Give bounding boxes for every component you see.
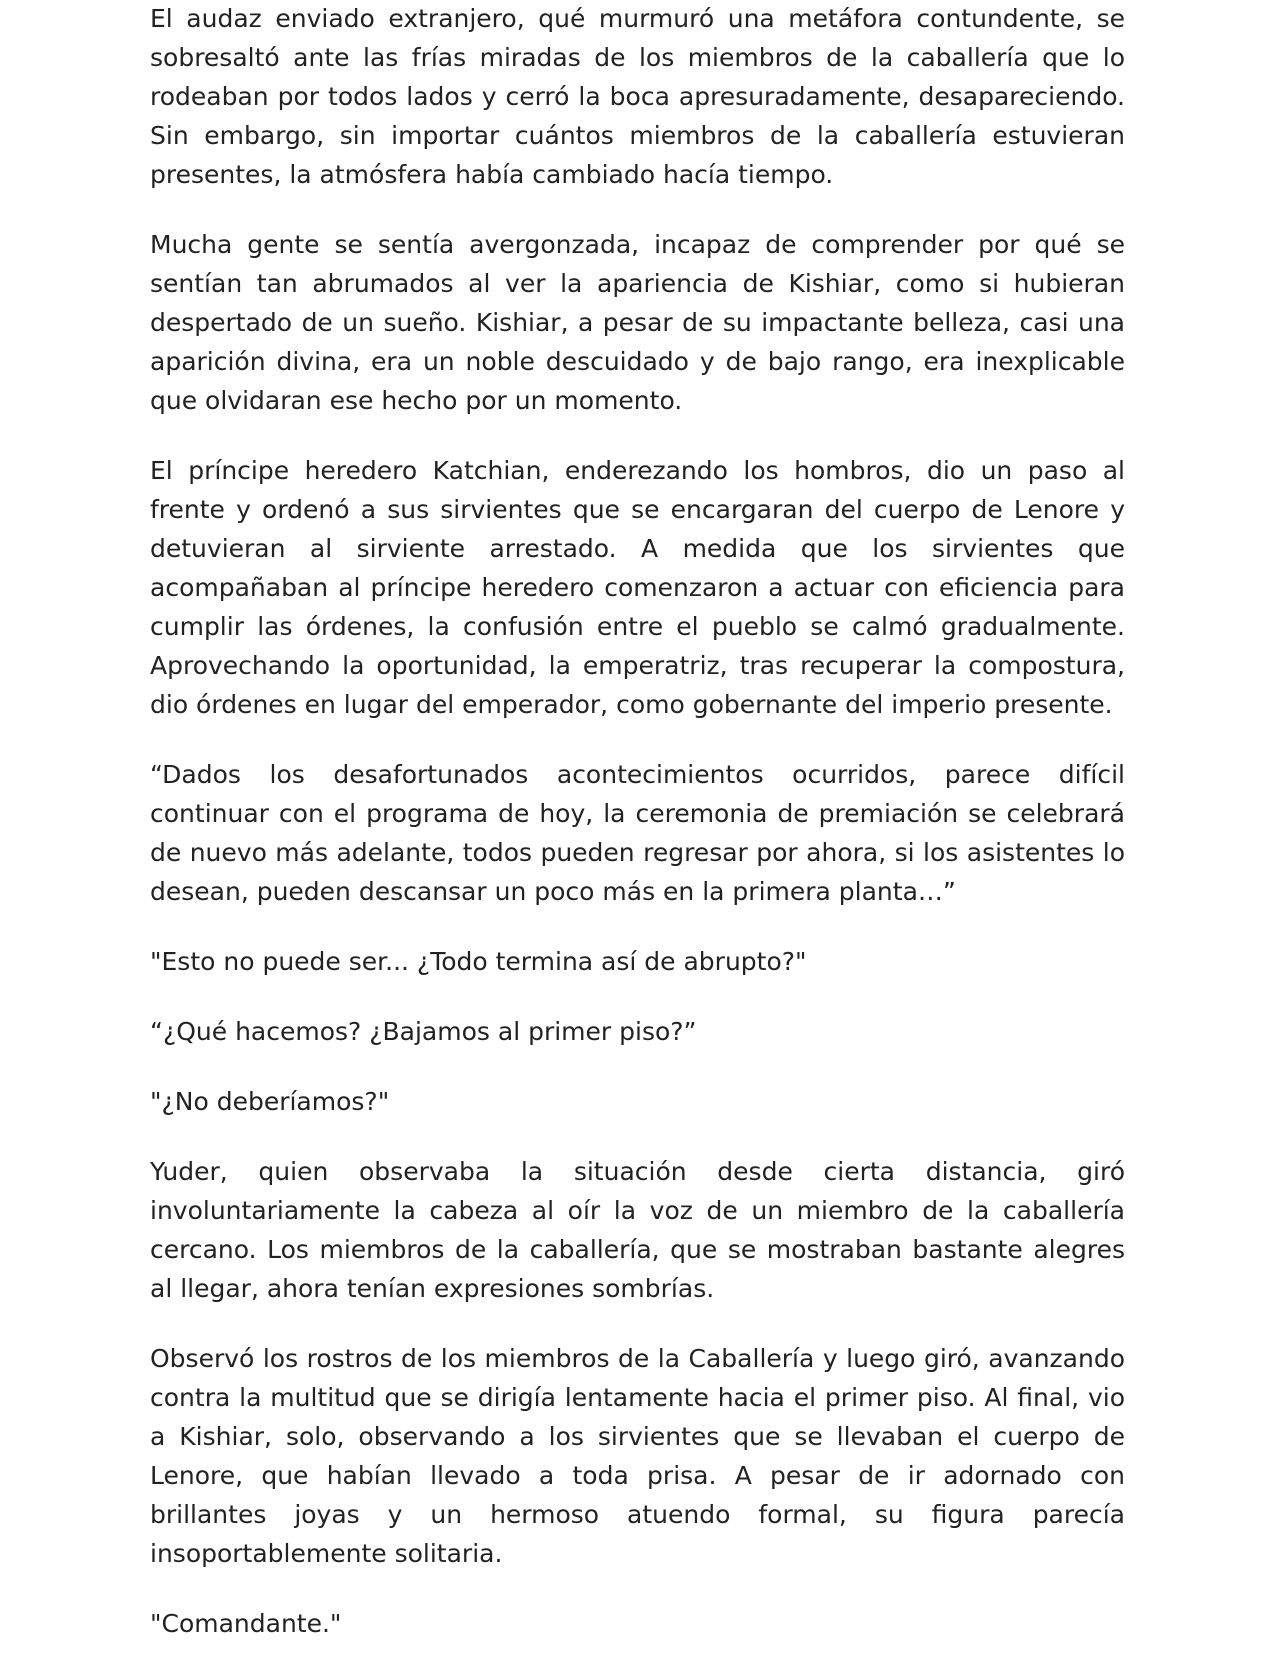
paragraph: El príncipe heredero Katchian, enderezando los hombros, dio un paso al frente y ordenó a sus sirvientes que se encargaran del cuerpo de Lenore y detuvieran al sirviente arrestado. A medida que los sirvientes que acompañaban al príncipe heredero comenzaron a actuar con eficiencia para cumplir las órdenes, la confusión entre el pueblo se calmó gradualmente. Aprovechando la oportunidad, la emperatriz, tras recuperar la compostura, dio órdenes en lugar del emperador, como gobernante del imperio presente. xyxy=(150,456,1125,719)
dialogue-line: "Comandante." xyxy=(150,1609,342,1638)
document-page xyxy=(150,0,1125,1674)
paragraph: Mucha gente se sentía avergonzada, incapaz de comprender por qué se sentían tan abrumados al ver la apariencia de Kishiar, como si hubieran despertado de un sueño. Kishiar, a pesar de su impactante belleza, casi una aparición divina, era un noble descuidado y de bajo rango, era inexplicable que olvidaran ese hecho por un momento. xyxy=(150,230,1125,415)
paragraph: Observó los rostros de los miembros de la Caballería y luego giró, avanzando contra la multitud que se dirigía lentamente hacia el primer piso. Al final, vio a Kishiar, solo, observando a los sirvientes que se llevaban el cuerpo de Lenore, que habían llevado a toda prisa. A pesar de ir adornado con brillantes joyas y un hermoso atuendo formal, su figura parecía insoportablemente solitaria. xyxy=(150,1344,1125,1568)
dialogue-line: "Esto no puede ser... ¿Todo termina así de abrupto?" xyxy=(150,947,807,976)
paragraph: Yuder, quien observaba la situación desde cierta distancia, giró involuntariamente la cabeza al oír la voz de un miembro de la caballería cercano. Los miembros de la caballería, que se mostraban bastante alegres al llegar, ahora tenían expresiones sombrías. xyxy=(150,1157,1125,1303)
dialogue-line: "¿No deberíamos?" xyxy=(150,1087,390,1116)
paragraph: “Dados los desafortunados acontecimientos ocurridos, parece difícil continuar con el programa de hoy, la ceremonia de premiación se celebrará de nuevo más adelante, todos pueden regresar por ahora, si los asistentes lo desean, pueden descansar un poco más en la primera planta…” xyxy=(150,760,1125,906)
dialogue-line: “¿Qué hacemos? ¿Bajamos al primer piso?” xyxy=(150,1017,697,1046)
paragraph: El audaz enviado extranjero, qué murmuró una metáfora contundente, se sobresaltó ante las frías miradas de los miembros de la caballería que lo rodeaban por todos lados y cerró la boca apresuradamente, desapareciendo. Sin embargo, sin importar cuántos miembros de la caballería estuvieran presentes, la atmósfera había cambiado hacía tiempo. xyxy=(150,4,1125,189)
